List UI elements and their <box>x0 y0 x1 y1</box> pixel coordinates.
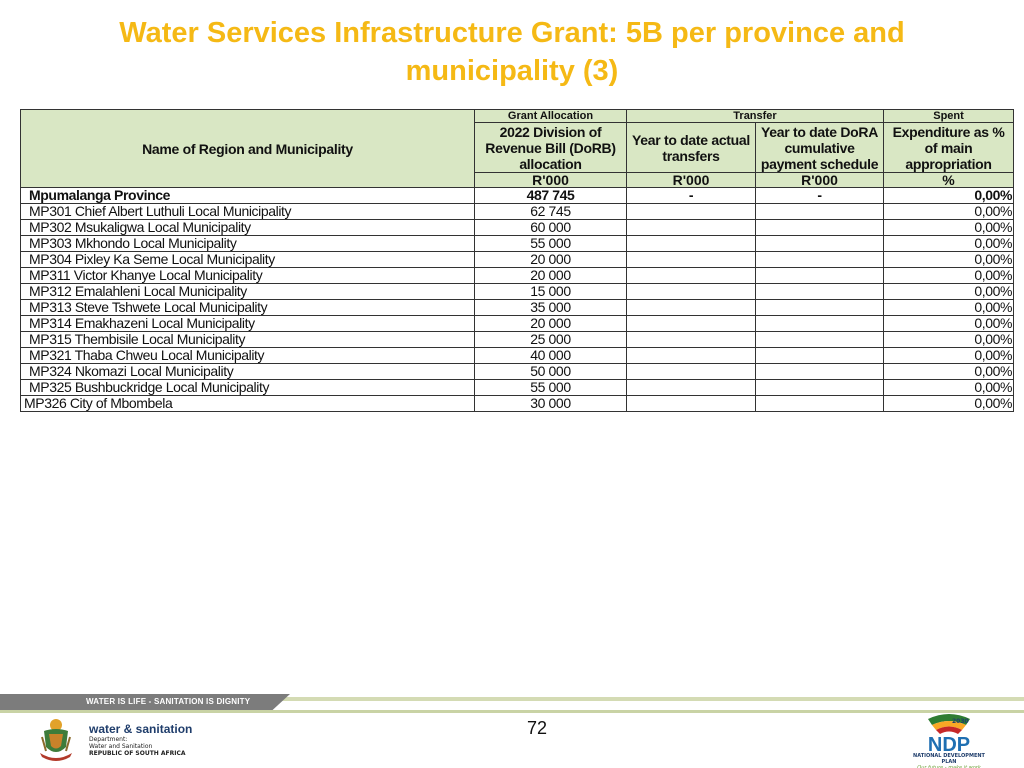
table-row <box>21 204 1014 220</box>
schedule-cell <box>756 332 884 348</box>
table-row <box>21 380 1014 396</box>
province-name: Mpumalanga Province <box>21 188 475 204</box>
allocation-cell: 55 000 <box>475 380 627 396</box>
pct-cell: 0,00% <box>884 268 1014 284</box>
pct-cell: 0,00% <box>884 220 1014 236</box>
footer-band <box>0 694 1024 714</box>
schedule-cell <box>756 204 884 220</box>
schedule-cell <box>756 348 884 364</box>
ndp-caption-tagline: Our future - make it work <box>917 765 981 768</box>
municipality-name: MP302 Msukaligwa Local Municipality <box>21 220 475 236</box>
department-line1: Department: <box>89 736 128 743</box>
table-row <box>21 284 1014 300</box>
transfers-cell <box>627 396 756 412</box>
transfers-cell <box>627 204 756 220</box>
province-allocation: 487 745 <box>475 188 627 204</box>
allocation-cell: 20 000 <box>475 316 627 332</box>
municipality-name: MP314 Emakhazeni Local Municipality <box>21 316 475 332</box>
schedule-cell <box>756 380 884 396</box>
table-row <box>21 236 1014 252</box>
unit-schedule: R'000 <box>756 173 884 188</box>
allocation-cell: 35 000 <box>475 300 627 316</box>
pct-cell: 0,00% <box>884 252 1014 268</box>
transfers-cell <box>627 332 756 348</box>
transfers-cell <box>627 380 756 396</box>
header-expenditure-pct: Expenditure as % of main appropriation <box>884 123 1014 173</box>
province-row <box>21 188 1014 204</box>
municipality-name: MP313 Steve Tshwete Local Municipality <box>21 300 475 316</box>
page-title-line2: municipality (3) <box>405 55 619 87</box>
transfers-cell <box>627 364 756 380</box>
header-dorb-allocation: 2022 Division of Revenue Bill (DoRB) allocation <box>475 123 627 173</box>
transfers-cell <box>627 252 756 268</box>
unit-allocation: R'000 <box>475 173 627 188</box>
schedule-cell <box>756 268 884 284</box>
schedule-cell <box>756 316 884 332</box>
pct-cell: 0,00% <box>884 300 1014 316</box>
table-row <box>21 316 1014 332</box>
table-row <box>21 300 1014 316</box>
grant-table <box>20 109 1014 412</box>
schedule-cell <box>756 300 884 316</box>
transfers-cell <box>627 220 756 236</box>
unit-transfers: R'000 <box>627 173 756 188</box>
header-payment-schedule: Year to date DoRA cumulative payment schedule <box>756 123 884 173</box>
table-row <box>21 252 1014 268</box>
ndp-year: 2030 <box>952 718 969 725</box>
allocation-cell: 62 745 <box>475 204 627 220</box>
header-name-column: Name of Region and Municipality <box>21 110 475 188</box>
department-name: water & sanitation <box>89 722 193 736</box>
table-row <box>21 364 1014 380</box>
header-group-allocation: Grant Allocation <box>475 110 627 123</box>
municipality-name: MP312 Emalahleni Local Municipality <box>21 284 475 300</box>
table-row <box>21 220 1014 236</box>
transfers-cell <box>627 284 756 300</box>
unit-pct: % <box>884 173 1014 188</box>
ndp-caption <box>906 753 992 768</box>
pct-cell: 0,00% <box>884 380 1014 396</box>
table-row <box>21 332 1014 348</box>
ndp-letters: NDP <box>927 734 971 756</box>
allocation-cell: 20 000 <box>475 252 627 268</box>
band-lower-line <box>0 710 1024 713</box>
transfers-cell <box>627 236 756 252</box>
allocation-cell: 55 000 <box>475 236 627 252</box>
transfers-cell <box>627 316 756 332</box>
allocation-cell: 30 000 <box>475 396 627 412</box>
municipality-name: MP311 Victor Khanye Local Municipality <box>21 268 475 284</box>
band-accent-line <box>270 697 1024 701</box>
page-number: 72 <box>526 718 548 738</box>
municipality-name: MP325 Bushbuckridge Local Municipality <box>21 380 475 396</box>
allocation-cell: 60 000 <box>475 220 627 236</box>
pct-cell: 0,00% <box>884 364 1014 380</box>
municipality-name: MP324 Nkomazi Local Municipality <box>21 364 475 380</box>
province-pct: 0,00% <box>884 188 1014 204</box>
pct-cell: 0,00% <box>884 284 1014 300</box>
municipality-name: MP315 Thembisile Local Municipality <box>21 332 475 348</box>
municipality-name: MP303 Mkhondo Local Municipality <box>21 236 475 252</box>
page-title <box>60 14 964 90</box>
page-title-line1: Water Services Infrastructure Grant: 5B per province and <box>119 17 905 49</box>
coat-of-arms-icon <box>36 717 76 763</box>
pct-cell: 0,00% <box>884 396 1014 412</box>
footer-slogan: WATER IS LIFE - SANITATION IS DIGNITY <box>86 697 251 706</box>
pct-cell: 0,00% <box>884 204 1014 220</box>
department-line2: Water and Sanitation <box>89 743 153 750</box>
table-row <box>21 348 1014 364</box>
header-group-spent: Spent <box>884 110 1014 123</box>
municipality-name: MP321 Thaba Chweu Local Municipality <box>21 348 475 364</box>
schedule-cell <box>756 364 884 380</box>
transfers-cell <box>627 300 756 316</box>
table-row <box>21 396 1014 412</box>
transfers-cell <box>627 348 756 364</box>
schedule-cell <box>756 284 884 300</box>
pct-cell: 0,00% <box>884 236 1014 252</box>
schedule-cell <box>756 396 884 412</box>
province-transfers: - <box>627 188 756 204</box>
allocation-cell: 50 000 <box>475 364 627 380</box>
municipality-name: MP301 Chief Albert Luthuli Local Municipality <box>21 204 475 220</box>
header-actual-transfers: Year to date actual transfers <box>627 123 756 173</box>
schedule-cell <box>756 252 884 268</box>
schedule-cell <box>756 220 884 236</box>
pct-cell: 0,00% <box>884 316 1014 332</box>
municipality-name: MP326 City of Mbombela <box>21 396 475 412</box>
allocation-cell: 15 000 <box>475 284 627 300</box>
municipality-name: MP304 Pixley Ka Seme Local Municipality <box>21 252 475 268</box>
table-row <box>21 268 1014 284</box>
allocation-cell: 40 000 <box>475 348 627 364</box>
ndp-caption-title: NATIONAL DEVELOPMENT PLAN <box>913 753 985 765</box>
department-logo <box>89 722 192 757</box>
pct-cell: 0,00% <box>884 332 1014 348</box>
department-line3: REPUBLIC OF SOUTH AFRICA <box>89 750 186 757</box>
schedule-cell <box>756 236 884 252</box>
allocation-cell: 20 000 <box>475 268 627 284</box>
province-schedule: - <box>756 188 884 204</box>
pct-cell: 0,00% <box>884 348 1014 364</box>
allocation-cell: 25 000 <box>475 332 627 348</box>
header-group-transfer: Transfer <box>627 110 884 123</box>
transfers-cell <box>627 268 756 284</box>
